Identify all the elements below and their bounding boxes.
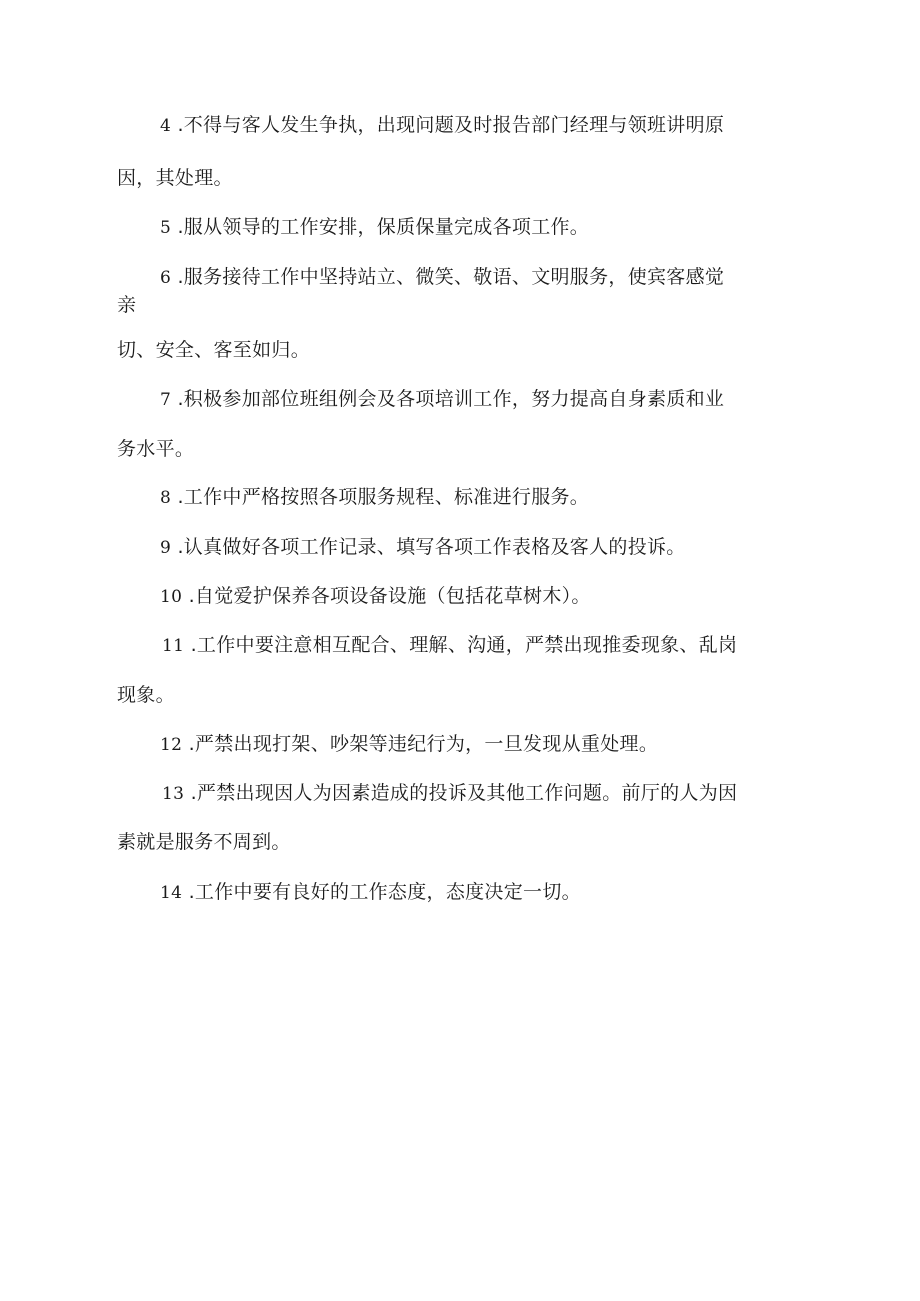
item-text-wrap: 亲 [117,294,137,316]
list-item-7-continuation [117,437,194,461]
list-item-7 [160,387,724,412]
list-item-8 [160,485,589,510]
list-item-11-continuation [117,683,175,707]
item-text: .工作中要有良好的工作态度，态度决定一切。 [182,881,581,903]
item-text: .不得与客人发生争执，出现问题及时报告部门经理与领班讲明原 [171,114,725,136]
list-item-14 [160,880,581,905]
list-item-4-continuation [117,166,233,190]
item-text: .严禁出现打架、吵架等违纪行为，一旦发现从重处理。 [182,733,659,755]
item-text: .服从领导的工作安排，保质保量完成各项工作。 [171,216,590,238]
item-number: 12 [160,735,183,755]
item-number: 11 [162,636,185,656]
item-number: 4 [160,116,172,136]
list-item-5 [160,215,589,240]
item-number: 13 [162,784,185,804]
item-text-continuation: 因，其处理。 [117,167,233,189]
item-text: .认真做好各项工作记录、填写各项工作表格及客人的投诉。 [171,536,686,558]
item-number: 8 [160,488,172,508]
item-number: 10 [160,587,183,607]
list-item-6-continuation [117,338,310,362]
item-number: 5 [160,218,172,238]
list-item-13-continuation [117,830,291,854]
item-text: .自觉爱护保养各项设备设施（包括花草树木）。 [182,585,591,607]
item-text: .工作中要注意相互配合、理解、沟通，严禁出现推委现象、乱岗 [184,634,738,656]
item-number: 14 [160,883,183,903]
list-item-4 [160,113,724,138]
item-number: 6 [160,268,172,288]
item-text: .积极参加部位班组例会及各项培训工作，努力提高自身素质和业 [171,388,725,410]
item-number: 7 [160,390,172,410]
item-text-continuation: 素就是服务不周到。 [117,831,291,853]
item-text-continuation: 切、安全、客至如归。 [117,339,311,361]
item-text: .严禁出现因人为因素造成的投诉及其他工作问题。前厅的人为因 [184,782,738,804]
item-number: 9 [160,538,172,558]
list-item-10 [160,584,591,609]
list-item-12 [160,732,658,757]
list-item-13 [162,781,737,806]
item-text-continuation: 现象。 [117,684,175,706]
list-item-11 [162,633,737,658]
item-text: .服务接待工作中坚持站立、微笑、敬语、文明服务，使宾客感觉 [171,266,725,288]
item-text: .工作中严格按照各项服务规程、标准进行服务。 [171,486,590,508]
list-item-6 [160,265,724,290]
item-text-continuation: 务水平。 [117,438,195,460]
list-item-6-wrap [117,293,136,317]
list-item-9 [160,535,686,560]
